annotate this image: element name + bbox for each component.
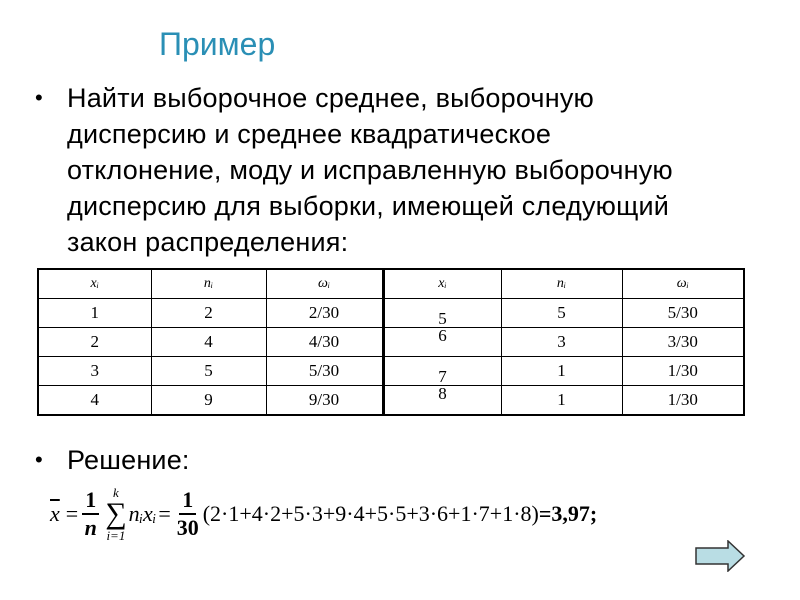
fraction-numerator: 1	[179, 487, 196, 515]
table-cell: 3	[501, 328, 622, 357]
equals-sign: =	[65, 501, 79, 526]
header-xi: xᵢ	[38, 269, 151, 299]
table-cell: 3/30	[622, 328, 744, 357]
solution-label: Решение:	[67, 445, 190, 475]
table-cell: 2	[151, 299, 266, 328]
table-cell: 4/30	[266, 328, 383, 357]
table-cell-value: 6	[438, 326, 447, 345]
header-ni: nᵢ	[151, 269, 266, 299]
table-cell: 5/30	[622, 299, 744, 328]
next-slide-button[interactable]	[694, 540, 746, 572]
table-cell: 3	[38, 357, 151, 386]
table-header-row	[38, 269, 744, 299]
table-cell-value: 7	[438, 367, 447, 386]
bullet-dot: •	[35, 85, 43, 110]
bullet-dot: •	[35, 447, 43, 472]
table-row	[38, 328, 744, 357]
table-cell	[383, 299, 501, 328]
bullet-solution	[35, 442, 190, 478]
table-row	[38, 357, 744, 386]
table-cell: 1/30	[622, 386, 744, 416]
table-cell: 1/30	[622, 357, 744, 386]
table-cell: 9/30	[266, 386, 383, 416]
header-wi: ωᵢ	[622, 269, 744, 299]
table-cell: 5/30	[266, 357, 383, 386]
fraction-denominator: n	[84, 515, 97, 540]
fraction-numerator: 1	[82, 487, 99, 515]
sum-symbol: ∑	[105, 497, 127, 530]
table-cell	[383, 328, 501, 357]
table-cell	[383, 357, 501, 386]
table-cell: 5	[151, 357, 266, 386]
sample-mean-symbol: $\overline{x}$	[50, 501, 60, 526]
table-cell: 1	[501, 357, 622, 386]
fraction-one-over-30	[177, 487, 199, 541]
slide-title: Пример	[159, 26, 276, 62]
table-cell	[383, 386, 501, 416]
table-cell: 4	[38, 386, 151, 416]
header-xi: xᵢ	[383, 269, 501, 299]
task-text: Найти выборочное среднее, выборочную дисперсию и среднее квадратическое отклонение, моду и исправленную выборочную дисперсию для выборки, имеющей следующий закон распределения:	[67, 83, 673, 257]
arrow-right-icon	[694, 540, 746, 572]
table-cell-value: 8	[438, 384, 447, 403]
header-ni: nᵢ	[501, 269, 622, 299]
distribution-table	[37, 268, 745, 416]
weighted-sum-expression: (2·1+4·2+5·3+9·4+5·5+3·6+1·7+1·8)	[202, 501, 539, 526]
table-cell: 2	[38, 328, 151, 357]
mean-result: =3,97;	[538, 501, 598, 526]
sum-lower-limit: i=1	[106, 528, 126, 543]
fraction-denominator: 30	[176, 515, 199, 540]
table-row	[38, 386, 744, 416]
fraction-one-over-n	[82, 487, 99, 541]
summation	[105, 486, 126, 542]
table-cell: 4	[151, 328, 266, 357]
table-cell: 9	[151, 386, 266, 416]
table-row	[38, 299, 744, 328]
equals-sign: =	[158, 501, 171, 526]
table-cell: 2/30	[266, 299, 383, 328]
table-cell: 1	[501, 386, 622, 416]
table-cell: 5	[501, 299, 622, 328]
bullet-task	[35, 80, 775, 260]
table-cell: 1	[38, 299, 151, 328]
sum-term: nᵢxᵢ	[128, 501, 157, 526]
mean-formula	[50, 483, 597, 545]
sum-upper-limit: k	[112, 485, 119, 500]
table-cell-value: 5	[438, 309, 447, 328]
header-wi: ωᵢ	[266, 269, 383, 299]
